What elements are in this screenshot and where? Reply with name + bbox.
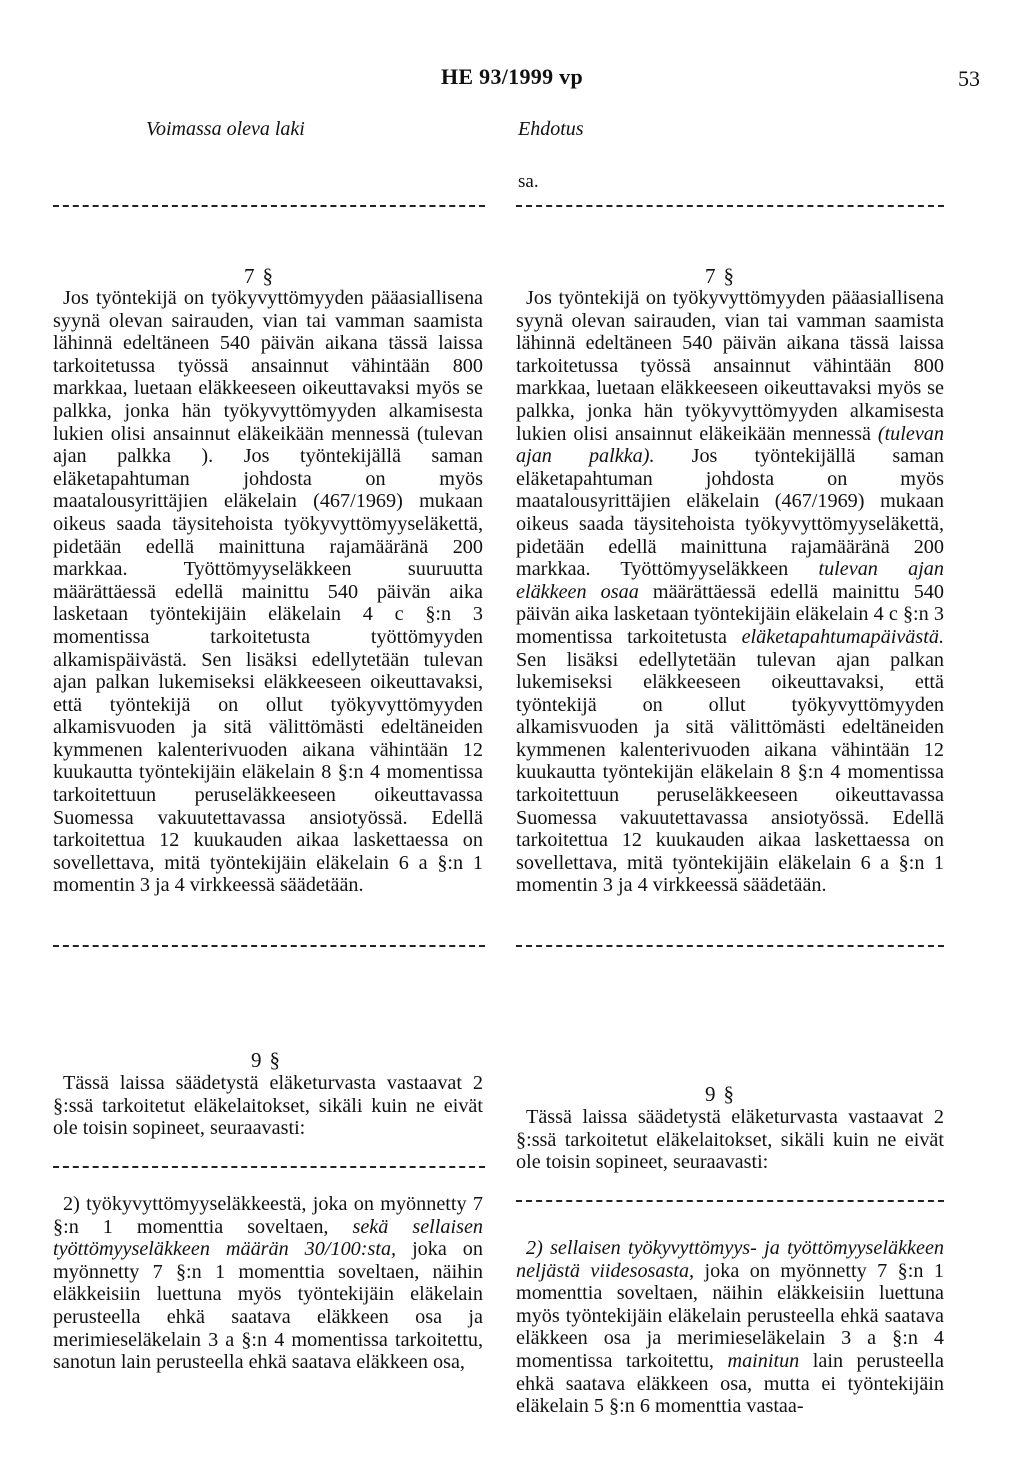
italic-run: mainitun (727, 1349, 800, 1372)
section-symbol: § (262, 264, 273, 288)
paragraph: Tässä laissa säädetystä eläketurvasta vastaavat 2 §:ssä tarkoitetut eläkelaitokset, sikäli kuin ne eivät ole toisin sopineet, seuraavasti: (516, 1106, 944, 1174)
text-run: Jos työntekijä on työkyvyttömyyden pääasiallisena syynä olevan sairauden, vian tai vamman saamista lähinnä edeltäneen 540 päivän aikana tässä laissa tarkoitetussa työssä ansainnut vähintään 800 markkaa, luetaan eläkkeeseen oikeuttavaksi myös se palkka, jonka hän työkyvyttömyyden alkamisesta lukien olisi ansainnut eläkeikään mennessä (516, 287, 944, 445)
section-9-current-law-intro (53, 1072, 483, 1140)
section-heading-7-right (705, 264, 734, 289)
text-run: joka on myönnetty 7 §:n 1 momenttia soveltaen, näihin eläkkeisiin luettuna myös työntekijäin eläkelain perusteella ehkä saatava eläkkeen osa ja merimieseläkelain 3 a §:n 4 momentissa tarkoitettu, (516, 1259, 944, 1372)
section-7-current-law-text (53, 287, 483, 897)
section-9-item-2-current-law (53, 1193, 483, 1374)
italic-run: 2) sellaisen työkyvyttömyys- ja työttömyyseläkkeen neljästä viidesosasta, (516, 1237, 944, 1282)
section-number: 9 (705, 1082, 716, 1106)
section-symbol: § (723, 1082, 734, 1106)
section-symbol: § (269, 1048, 280, 1072)
omission-line (516, 1200, 944, 1202)
omission-line (53, 945, 485, 947)
text-run: Sen lisäksi edellytetään tulevan ajan palkan lukemiseksi eläkkeeseen oikeuttavaksi, että työntekijä on ollut työkyvyttömyyden alkamisvuoden ja sitä välittömästi edeltäneiden kymmenen kalenterivuoden aikana vähintään 12 kuukautta työntekijän eläkelain 8 §:n 4 momentissa tarkoitettuun peruseläkkeeseen oikeuttavassa Suomessa vakuutettavassa ansiotyössä. Edellä tarkoitettua 12 kuukauden aikaa laskettaessa on sovellettava, mitä työntekijäin eläkelain 6 a §:n 1 momentin 3 ja 4 virkkeessä säädetään. (516, 648, 944, 897)
paragraph: Tässä laissa säädetystä eläketurvasta vastaavat 2 §:ssä tarkoitetut eläkelaitokset, sikäli kuin ne eivät ole toisin sopineet, seuraavasti: (53, 1072, 483, 1140)
section-heading-9-right (705, 1082, 734, 1107)
paragraph: Jos työntekijä on työkyvyttömyyden pääasiallisena syynä olevan sairauden, vian tai vamman saamista lähinnä edeltäneen 540 päivän aikana tässä laissa tarkoitetussa työssä ansainnut vähintään 800 markkaa, luetaan eläkkeeseen oikeuttavaksi myös se palkka, jonka hän työkyvyttömyyden alkamisesta lukien olisi ansainnut eläkeikään mennessä (tulevan ajan palkka ). Jos työntekijällä saman eläketapahtuman johdosta on myös maatalousyrittäjien eläkelain (467/1969) mukaan oikeus saada täysitehoista työkyvyttömyyseläkettä, pidetään edellä mainittuna rajamääränä 200 markkaa. Työttömyyseläkkeen suuruutta määrättäessä edellä mainittu 540 päivän aika lasketaan työntekijäin eläkelain 4 c §:n 3 momentissa tarkoitetusta työttömyyden alkamispäivästä. Sen lisäksi edellytetään tulevan ajan palkan lukemiseksi eläkkeeseen oikeuttavaksi, että työntekijä on ollut työkyvyttömyyden alkamisvuoden ja sitä välittömästi edeltäneiden kymmenen kalenterivuoden aikana vähintään 12 kuukautta työntekijäin eläkelain 8 §:n 4 momentissa tarkoitettuun peruseläkkeeseen oikeuttavassa Suomessa vakuutettavassa ansiotyössä. Edellä tarkoitettua 12 kuukauden aikaa laskettaessa on sovellettava, mitä työntekijäin eläkelain 6 a §:n 1 momentin 3 ja 4 virkkeessä säädetään. (53, 287, 483, 897)
omission-line (516, 205, 944, 207)
text-run: lain perusteella ehkä saatava eläkkeen osa, mutta ei työntekijäin eläkelain 5 §:n 6 momenttia vastaa- (516, 1349, 944, 1418)
omission-line (53, 205, 485, 207)
section-number: 7 (705, 264, 716, 288)
right-continuation-text: sa. (518, 171, 539, 192)
text-run: joka on myönnetty 7 §:n 1 momenttia soveltaen, näihin eläkkeisiin luettuna myös työntekijäin eläkelain perusteella ehkä saatava eläkkeen osa ja merimieseläkelain 3 a §:n 4 momentissa tarkoitettu, sanotun lain perusteella ehkä saatava eläkkeen osa, (53, 1238, 483, 1374)
section-symbol: § (723, 264, 734, 288)
section-heading-7-left (244, 264, 273, 289)
paragraph (53, 1193, 483, 1374)
omission-line (516, 945, 944, 947)
page-number: 53 (958, 66, 980, 91)
right-column-heading: Ehdotus (518, 118, 584, 140)
italic-run: sekä sellaisen työttömyyseläkkeen määrän 30/100:sta, (53, 1215, 483, 1261)
section-9-item-2-proposal (516, 1237, 944, 1418)
section-heading-9-left (251, 1048, 280, 1073)
left-column-heading: Voimassa oleva laki (146, 118, 305, 140)
section-number: 9 (251, 1048, 262, 1072)
omission-line (53, 1166, 485, 1168)
italic-run: eläketapahtumapäivästä. (741, 625, 944, 648)
paragraph (516, 287, 944, 897)
italic-run: tulevan ajan eläkkeen osaa (516, 558, 944, 603)
section-9-proposal-intro (516, 1106, 944, 1174)
text-run: määrättäessä edellä mainittu 540 päivän aika lasketaan työntekijäin eläkelain 4 c §:n 3 momentissa tarkoitetusta (516, 580, 944, 648)
document-title: HE 93/1999 vp (440, 64, 584, 89)
text-run: Jos työntekijällä saman eläketapahtuman johdosta on myös maatalousyrittäjien eläkelain (467/1969) mukaan oikeus saada täysitehoista työkyvyttömyyseläkettä, pidetään edellä mainittuna rajamääränä 200 markkaa. Työttömyyseläkkeen (516, 445, 944, 581)
text-run: 2) työkyvyttömyyseläkkeestä, joka on myönnetty 7 §:n 1 momenttia soveltaen, (53, 1193, 483, 1238)
section-7-proposal-text (516, 287, 944, 897)
paragraph (516, 1237, 944, 1418)
section-number: 7 (244, 264, 255, 288)
italic-run: (tulevan ajan palkka). (516, 422, 944, 468)
